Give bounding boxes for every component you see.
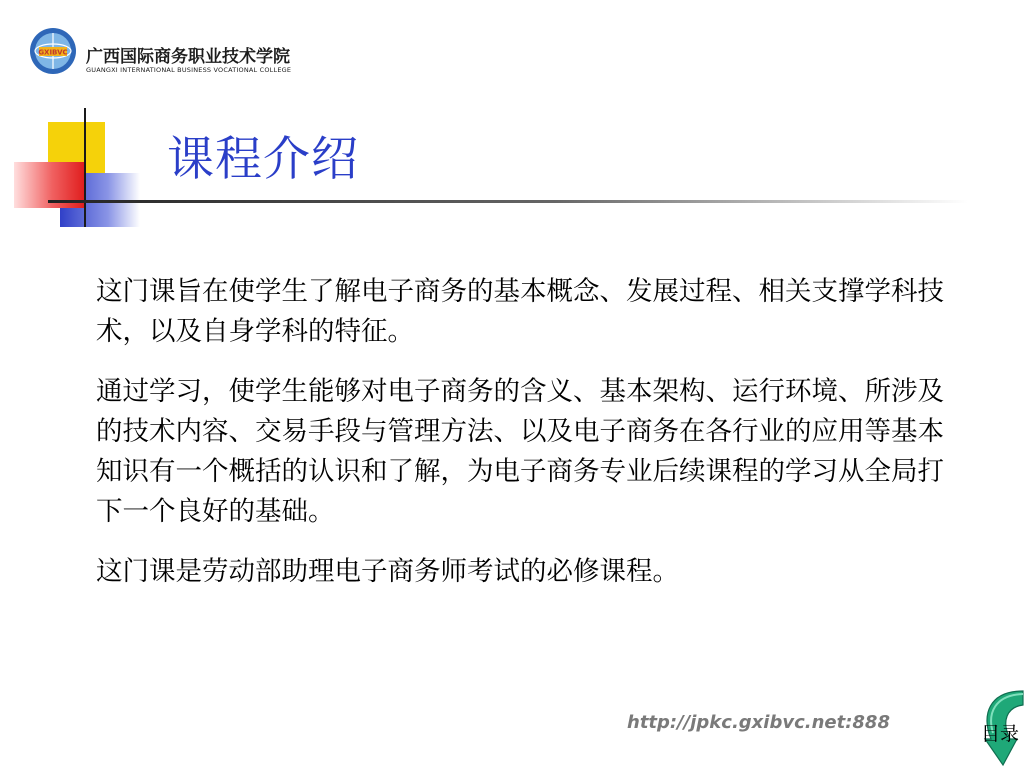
table-of-contents-button[interactable] [979,685,1024,768]
college-emblem-icon [28,26,78,76]
slide-title: 课程介绍 [167,132,359,187]
course-url: http://jpkc.gxibvc.net:888 [627,712,890,733]
paragraph-course-aim: 这门课旨在使学生了解电子商务的基本概念、发展过程、相关支撑学科技术，以及自身学科的特征。 [96,276,944,347]
college-name-en: GUANGXI INTERNATIONAL BUSINESS VOCATIONAL COLLEGE [86,66,292,74]
college-name-cn: 广西国际商务职业技术学院 [86,47,290,67]
nav-label: 目录 [981,723,1020,745]
paragraph-exam-requirement: 这门课是劳动部助理电子商务师考试的必修课程。 [96,556,679,587]
horizontal-rule [48,200,968,203]
college-logo [28,26,298,78]
slide-body [96,272,966,612]
emblem-text: GXIBVC [38,48,68,57]
paragraph-learning-outcome: 通过学习，使学生能够对电子商务的含义、基本架构、运行环境、所涉及的技术内容、交易手段与管理方法、以及电子商务在各行业的应用等基本知识有一个概括的认识和了解，为电子商务专业后续课程的学习从全局打下一个良好的基础。 [96,376,944,527]
title-decoration [0,100,1024,230]
